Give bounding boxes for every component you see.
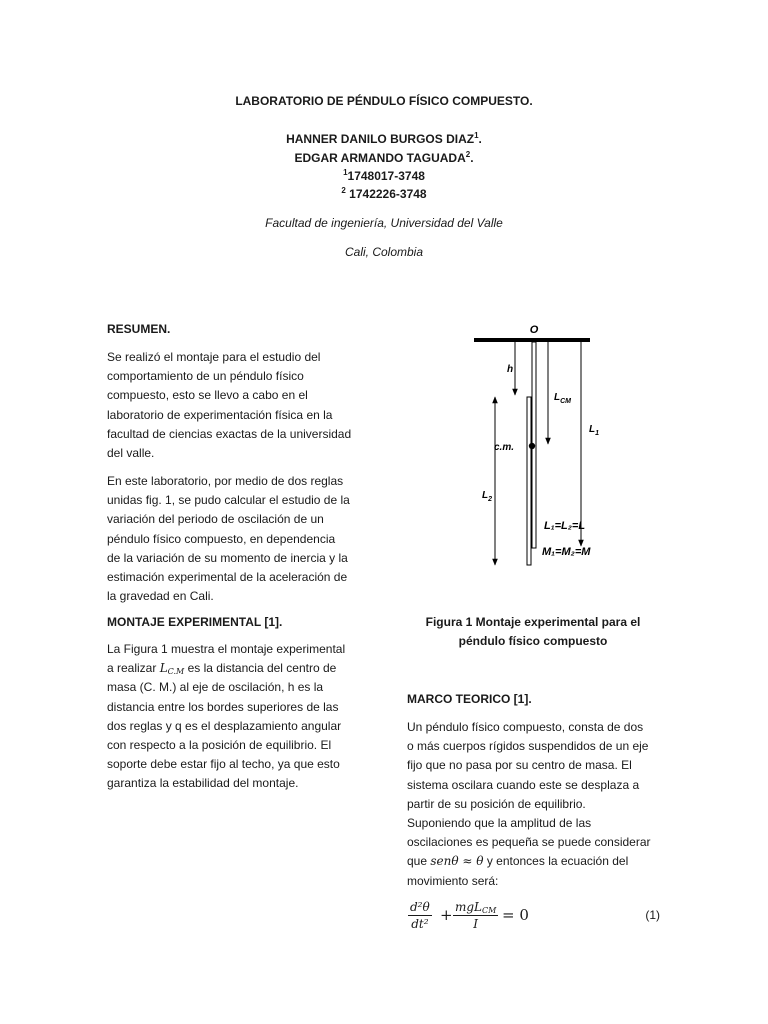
text-line: facultad de ciencias exactas de la universidad (107, 426, 352, 441)
marco-paragraph (407, 718, 651, 891)
code-1-sup: 1 (343, 168, 348, 177)
fraction-numerator: d²θ (410, 900, 430, 914)
text-line: Suponiendo que la amplitud de las (407, 816, 592, 831)
text-line: con respecto a la posición de equilibrio. El (107, 738, 332, 753)
plus-sign: + (440, 906, 453, 924)
author-2-end: . (470, 151, 474, 165)
text-line: partir de su posición de equilibrio. (407, 796, 586, 811)
equation-number: (1) (645, 908, 660, 922)
author-1 (0, 133, 768, 145)
numerator-main: mgL (455, 900, 483, 914)
label-L1: $L_1$ (589, 424, 600, 437)
text-line: laboratorio de experimentación física en la (107, 407, 333, 422)
fraction-d2theta (408, 900, 432, 931)
author-2-name: EDGAR ARMANDO TAGUADA (294, 151, 466, 165)
pendulum-figure (468, 318, 618, 573)
student-code-1 (0, 170, 768, 182)
student-code-2 (0, 188, 768, 200)
paper-title: LABORATORIO DE PÉNDULO FÍSICO COMPUESTO. (235, 94, 533, 108)
text-line: Se realizó el montaje para el estudio del (107, 350, 321, 364)
text-line: o más cuerpos rígidos suspendidos de un eje (407, 739, 649, 754)
figure-caption (405, 613, 661, 651)
equation-1 (408, 896, 664, 940)
text-line: compuesto, esto se llevo a cabo en el (107, 388, 308, 403)
resumen-heading: RESUMEN. (107, 322, 171, 336)
text-line: soporte debe estar fijo al techo, ya que esto (107, 757, 340, 772)
fraction-numerator (453, 900, 498, 916)
text-line: unidas fig. 1, se pudo calcular el estudio de la (107, 493, 350, 508)
marco-heading: MARCO TEORICO [1]. (407, 692, 532, 706)
resumen-paragraph-2 (107, 472, 350, 606)
montaje-heading: MONTAJE EXPERIMENTAL [1]. (107, 615, 283, 629)
equal-lengths-label: L₁=L₂=L (544, 520, 586, 532)
fraction-denominator: dt² (411, 917, 429, 931)
text-line: garantiza la estabilidad del montaje. (107, 776, 299, 791)
text-line: Un péndulo físico compuesto, consta de dos (407, 720, 644, 734)
text-fragment: a realizar (107, 661, 160, 676)
text-line: sistema oscilara cuando este se desplaza a (407, 777, 640, 792)
text-line: estimación experimental de la aceleración de (107, 570, 348, 585)
fraction-mgl (453, 900, 498, 931)
label-L2: $L_2$ (482, 490, 493, 503)
affiliation: Facultad de ingeniería, Universidad del Valle (265, 216, 503, 230)
text-line: movimiento será: (407, 873, 499, 888)
author-1-end: . (478, 132, 482, 146)
text-line: la gravedad en Cali. (107, 589, 214, 604)
text-line: masa (C. M.) al eje de oscilación, h es la (107, 680, 324, 695)
text-line: La Figura 1 muestra el montaje experimental (107, 642, 346, 656)
text-fragment: que (407, 854, 431, 869)
text-fragment: y entonces la ecuación del (483, 854, 629, 869)
math-symbol: L (159, 661, 168, 676)
ruler-2 (527, 397, 531, 565)
text-line: péndulo físico compuesto, en dependencia (107, 531, 336, 546)
text-line: dos reglas y q es el desplazamiento angular (107, 718, 342, 733)
math-subscript: C.M (167, 667, 185, 677)
support-bar (474, 338, 590, 342)
code-2-sup: 2 (341, 186, 346, 195)
label-O: O (529, 324, 539, 336)
numerator-sub: CM (482, 906, 497, 915)
text-line: de la variación de su momento de inercia y la (107, 550, 348, 565)
text-line-with-math (407, 852, 651, 871)
author-1-name: HANNER DANILO BURGOS DIAZ (286, 132, 475, 146)
text-line: distancia entre los bordes superiores de las (107, 699, 339, 714)
caption-line: péndulo físico compuesto (458, 634, 608, 648)
text-line: variación del periodo de oscilación de un (107, 512, 324, 527)
text-line: En este laboratorio, por medio de dos reglas (107, 474, 344, 488)
center-of-mass-dot (529, 443, 535, 449)
text-line: oscilaciones es pequeña se puede considerar (407, 835, 651, 850)
fraction-denominator: I (473, 917, 479, 931)
code-2-value: 1742226-3748 (345, 187, 427, 201)
label-LCM: $L_{CM}$ (554, 392, 571, 405)
label-cm: c.m. (493, 442, 515, 453)
author-2 (0, 152, 768, 164)
equal-masses-label: M₁=M₂=M (542, 546, 591, 558)
text-line: fijo que no pasa por su centro de masa. El (407, 758, 632, 773)
author-2-sup: 2 (465, 150, 471, 159)
text-line: del valle. (107, 446, 155, 461)
montaje-paragraph (107, 640, 345, 794)
text-line: comportamiento de un péndulo físico (107, 369, 304, 384)
caption-line: Figura 1 Montaje experimental para el (425, 615, 641, 629)
text-fragment: es la distancia del centro de (184, 661, 337, 676)
city: Cali, Colombia (344, 245, 424, 259)
label-h: h (506, 364, 514, 375)
math-expression: senθ ≈ θ (430, 854, 484, 869)
resumen-paragraph-1 (107, 348, 351, 463)
text-line-with-math (107, 659, 345, 678)
code-1-value: 1748017-3748 (347, 169, 425, 183)
author-1-sup: 1 (474, 131, 479, 140)
equals-zero: = 0 (502, 906, 529, 924)
